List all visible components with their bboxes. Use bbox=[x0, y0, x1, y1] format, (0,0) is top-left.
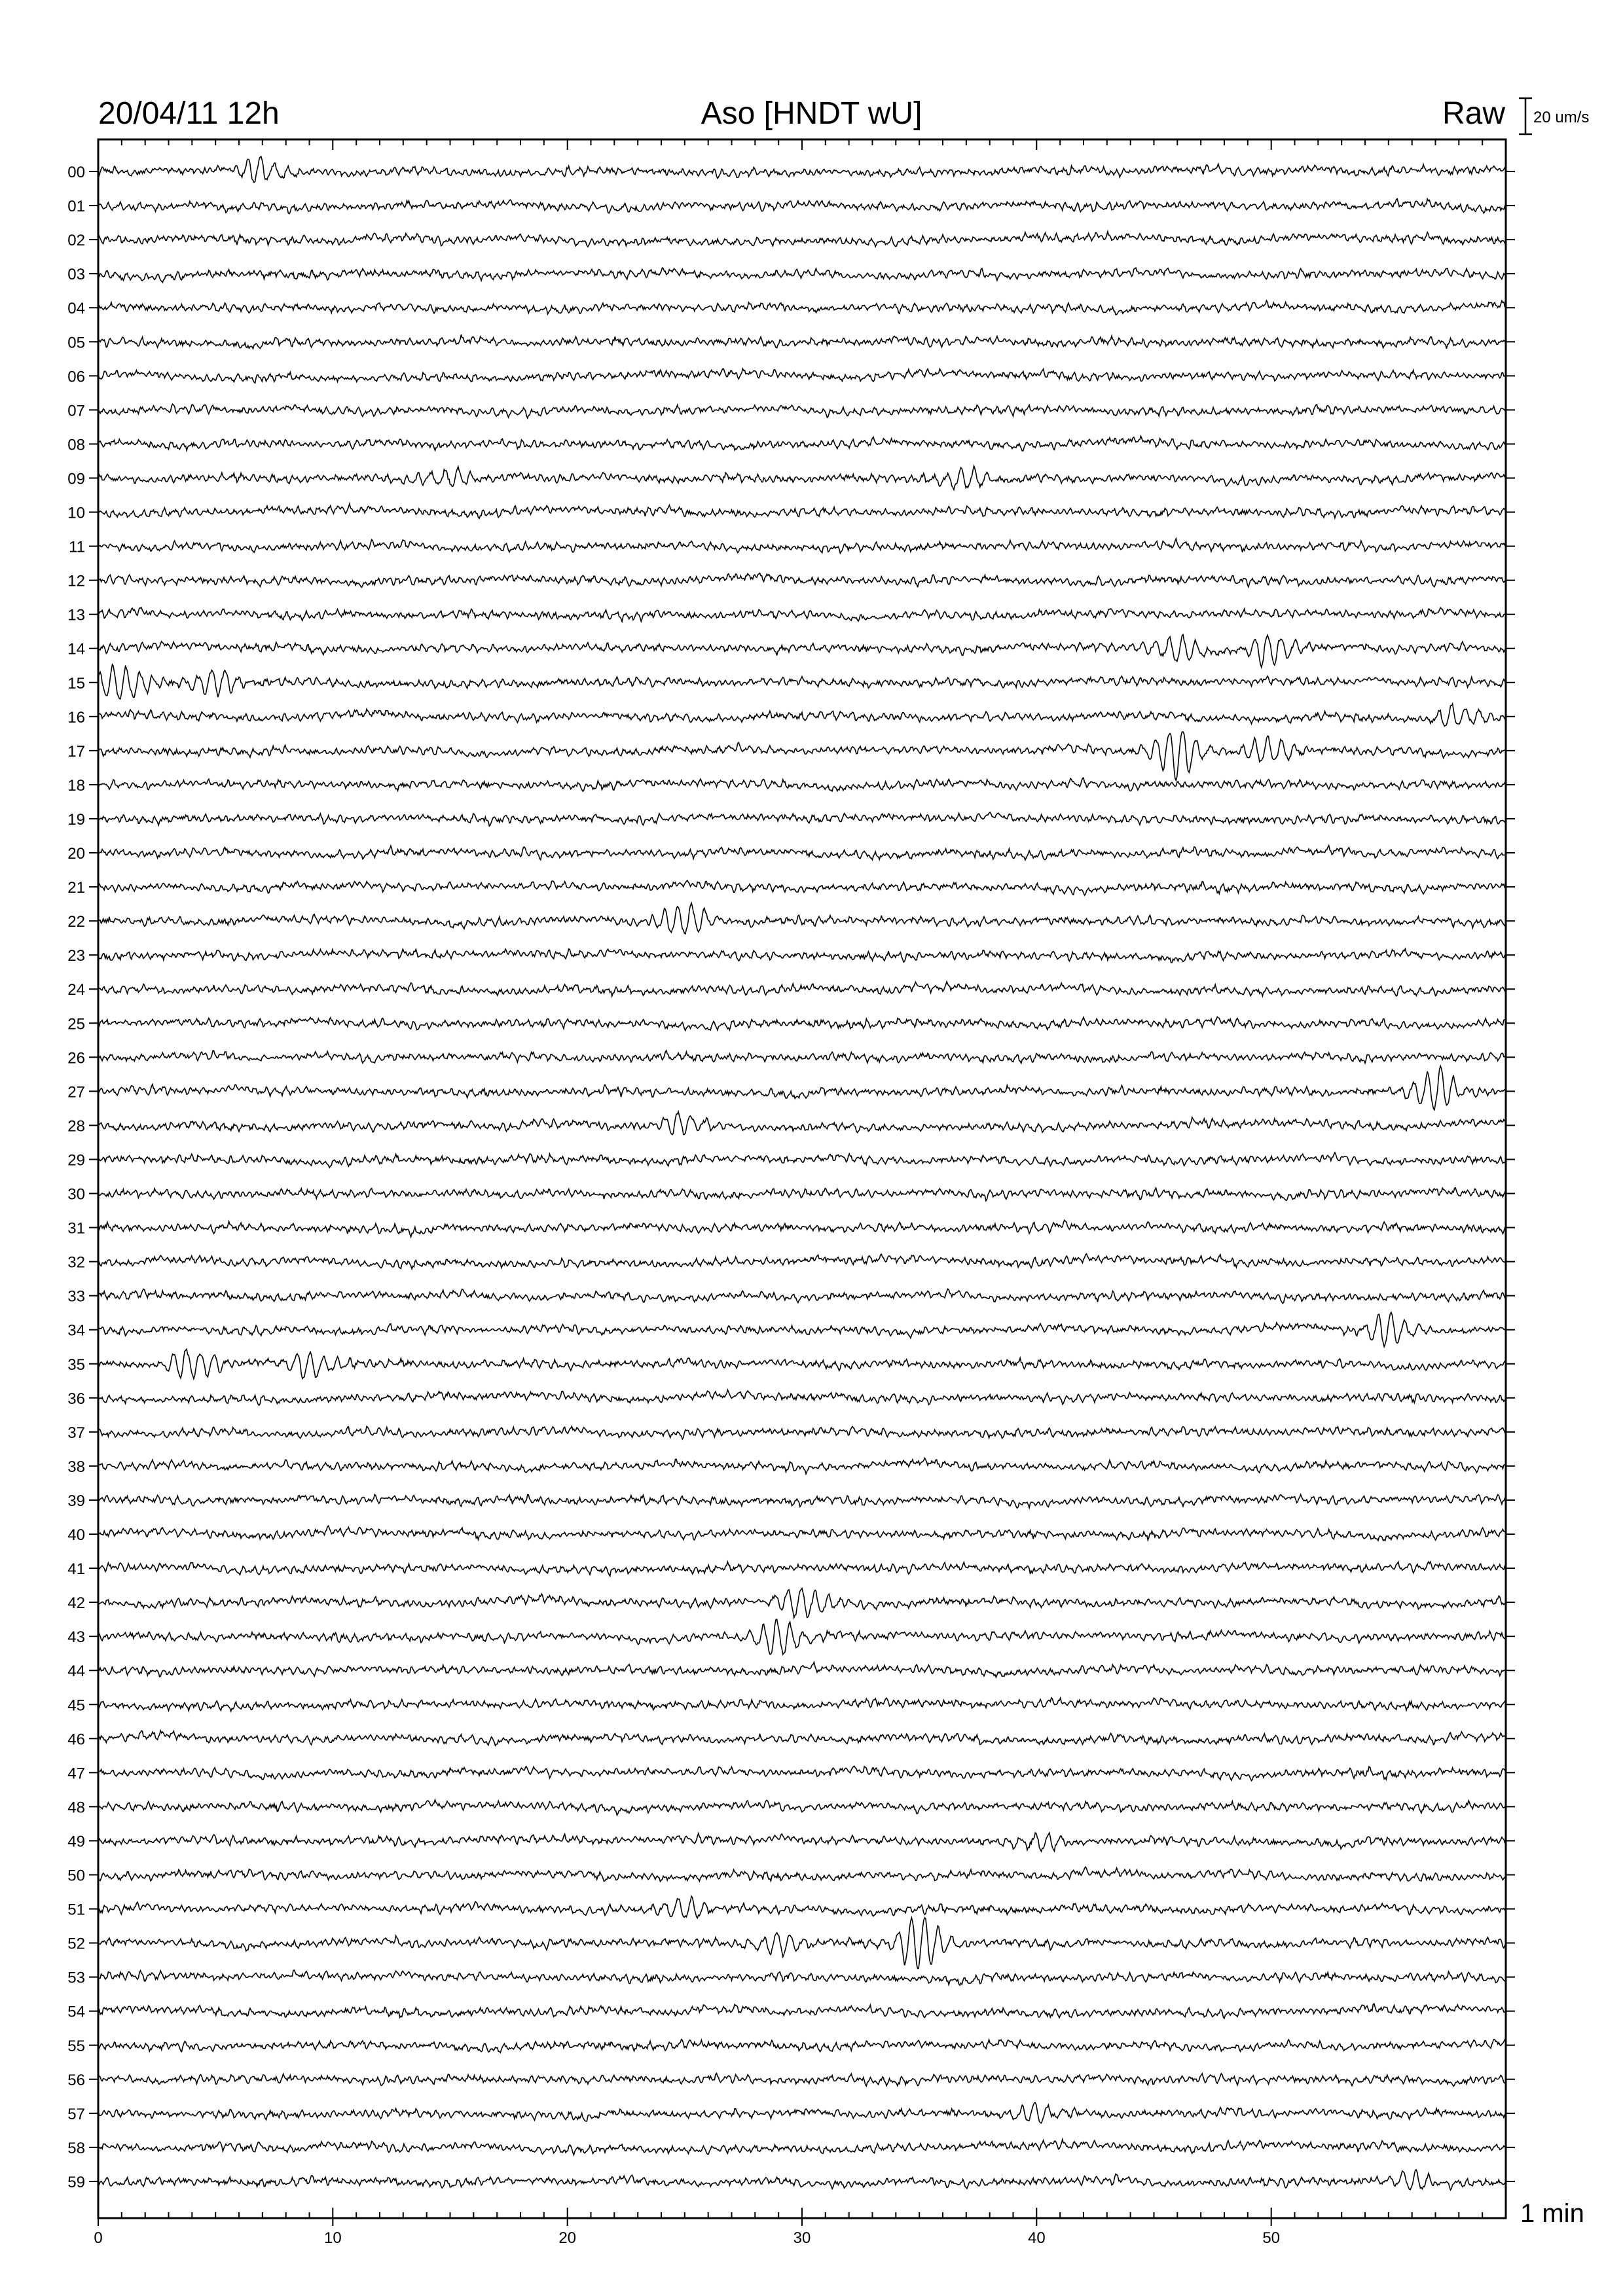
row-label: 25 bbox=[67, 1015, 85, 1033]
row-label: 38 bbox=[67, 1458, 85, 1476]
trace-row bbox=[98, 812, 1506, 826]
row-label: 37 bbox=[67, 1424, 85, 1442]
trace-row bbox=[98, 199, 1506, 214]
row-label: 33 bbox=[67, 1287, 85, 1306]
row-label: 40 bbox=[67, 1526, 85, 1544]
trace-row bbox=[98, 1349, 1506, 1378]
trace-row bbox=[98, 1254, 1506, 1269]
row-label: 47 bbox=[67, 1765, 85, 1783]
row-label: 35 bbox=[67, 1355, 85, 1374]
row-label: 16 bbox=[67, 708, 85, 726]
trace-row bbox=[98, 334, 1506, 349]
row-label: 27 bbox=[67, 1083, 85, 1102]
row-label: 10 bbox=[67, 504, 85, 522]
row-label: 22 bbox=[67, 913, 85, 931]
trace-row bbox=[98, 903, 1506, 934]
row-label: 21 bbox=[67, 879, 85, 897]
trace-row bbox=[98, 1970, 1506, 1985]
row-label: 53 bbox=[67, 1969, 85, 1987]
x-tick-label: 0 bbox=[94, 2229, 103, 2247]
row-label: 42 bbox=[67, 1594, 85, 1613]
row-label: 57 bbox=[67, 2105, 85, 2123]
row-label: 50 bbox=[67, 1867, 85, 1885]
row-label: 31 bbox=[67, 1219, 85, 1238]
row-label: 06 bbox=[67, 368, 85, 386]
trace-row bbox=[98, 1017, 1506, 1031]
row-label: 43 bbox=[67, 1628, 85, 1647]
trace-row bbox=[98, 982, 1506, 996]
trace-row bbox=[98, 1526, 1506, 1541]
trace-row bbox=[98, 539, 1506, 554]
trace-row bbox=[98, 949, 1506, 963]
row-label: 26 bbox=[67, 1049, 85, 1067]
row-label: 49 bbox=[67, 1833, 85, 1851]
trace-row bbox=[98, 1896, 1506, 1918]
row-label: 09 bbox=[67, 470, 85, 488]
trace-row bbox=[98, 1731, 1506, 1746]
row-label: 14 bbox=[67, 640, 85, 658]
trace-row bbox=[98, 1112, 1506, 1135]
row-label: 03 bbox=[67, 266, 85, 284]
date-label: 20/04/11 12h bbox=[98, 96, 280, 131]
trace-row bbox=[98, 1188, 1506, 1201]
row-label: 52 bbox=[67, 1935, 85, 1953]
row-label: 13 bbox=[67, 606, 85, 624]
row-label: 55 bbox=[67, 2037, 85, 2055]
trace-row bbox=[98, 2103, 1506, 2123]
trace-row bbox=[98, 573, 1506, 588]
trace-row bbox=[98, 156, 1506, 183]
trace-row bbox=[98, 436, 1506, 451]
trace-row bbox=[98, 1494, 1506, 1508]
row-label: 11 bbox=[69, 538, 85, 556]
row-label: 18 bbox=[67, 776, 85, 795]
row-label: 00 bbox=[67, 164, 85, 181]
trace-row bbox=[98, 1220, 1506, 1237]
trace-row bbox=[98, 1833, 1506, 1852]
row-label: 04 bbox=[67, 300, 85, 318]
x-tick-label: 30 bbox=[793, 2229, 811, 2247]
trace-row bbox=[98, 1562, 1506, 1576]
trace-row bbox=[98, 232, 1506, 247]
trace-row bbox=[98, 1698, 1506, 1712]
row-label: 17 bbox=[67, 742, 85, 761]
row-label: 36 bbox=[67, 1390, 85, 1408]
trace-row bbox=[98, 704, 1506, 726]
row-label: 58 bbox=[67, 2139, 85, 2157]
trace-row bbox=[98, 1619, 1506, 1655]
trace-row bbox=[98, 1662, 1506, 1677]
trace-row bbox=[98, 466, 1506, 490]
trace-row bbox=[98, 2073, 1506, 2087]
x-tick-label: 20 bbox=[558, 2229, 577, 2247]
trace-row bbox=[98, 2039, 1506, 2053]
row-label: 51 bbox=[67, 1901, 85, 1919]
trace-row bbox=[98, 2170, 1506, 2190]
trace-row bbox=[98, 846, 1506, 860]
row-label: 20 bbox=[67, 845, 85, 863]
row-label: 15 bbox=[67, 674, 85, 692]
trace-row bbox=[98, 635, 1506, 668]
row-label: 19 bbox=[67, 810, 85, 829]
trace-row bbox=[98, 607, 1506, 621]
row-label: 08 bbox=[67, 436, 85, 454]
trace-row bbox=[98, 1588, 1506, 1618]
trace-row bbox=[98, 732, 1506, 780]
trace-row bbox=[98, 2003, 1506, 2018]
trace-row bbox=[98, 1050, 1506, 1063]
row-label: 48 bbox=[67, 1799, 85, 1817]
row-label: 28 bbox=[67, 1117, 85, 1136]
trace-row bbox=[98, 404, 1506, 418]
row-label: 12 bbox=[67, 572, 85, 590]
x-unit-label: 1 min bbox=[1520, 2199, 1584, 2228]
row-label: 07 bbox=[67, 402, 85, 420]
row-label: 05 bbox=[67, 334, 85, 352]
mode-label: Raw bbox=[1442, 96, 1505, 131]
trace-row bbox=[98, 1153, 1506, 1168]
trace-row bbox=[98, 268, 1506, 282]
trace-row bbox=[98, 1066, 1506, 1110]
row-label: 01 bbox=[67, 198, 85, 216]
trace-row bbox=[98, 2140, 1506, 2155]
trace-row bbox=[98, 1800, 1506, 1816]
trace-row bbox=[98, 880, 1506, 895]
trace-row bbox=[98, 1390, 1506, 1406]
x-tick-label: 10 bbox=[323, 2229, 342, 2247]
trace-row bbox=[98, 1766, 1506, 1780]
trace-row bbox=[98, 504, 1506, 519]
trace-row bbox=[98, 1867, 1506, 1881]
row-label: 54 bbox=[67, 2003, 85, 2021]
chart-title: Aso [HNDT wU] bbox=[701, 96, 922, 131]
row-label: 46 bbox=[67, 1731, 85, 1749]
row-label: 30 bbox=[67, 1185, 85, 1204]
trace-row bbox=[98, 1426, 1506, 1439]
trace-row bbox=[98, 1289, 1506, 1303]
row-label: 41 bbox=[67, 1560, 85, 1579]
row-label: 56 bbox=[67, 2071, 85, 2089]
row-label: 45 bbox=[67, 1696, 85, 1715]
row-label: 29 bbox=[67, 1151, 85, 1170]
row-label: 02 bbox=[67, 232, 85, 250]
x-tick-label: 50 bbox=[1262, 2229, 1281, 2247]
amplitude-scale-label: 20 um/s bbox=[1533, 109, 1590, 126]
row-label: 24 bbox=[67, 981, 85, 999]
row-label: 34 bbox=[67, 1321, 85, 1340]
trace-row bbox=[98, 664, 1506, 699]
row-label: 32 bbox=[67, 1253, 85, 1272]
row-label: 23 bbox=[67, 947, 85, 965]
x-tick-label: 40 bbox=[1027, 2229, 1046, 2247]
trace-row bbox=[98, 1918, 1506, 1969]
amplitude-scale-bar bbox=[1519, 98, 1532, 134]
row-label: 39 bbox=[67, 1492, 85, 1510]
trace-row bbox=[98, 368, 1506, 383]
trace-row bbox=[98, 778, 1506, 791]
trace-row bbox=[98, 1458, 1506, 1474]
trace-row bbox=[98, 300, 1506, 315]
row-label: 59 bbox=[67, 2173, 85, 2191]
trace-row bbox=[98, 1312, 1506, 1347]
row-label: 44 bbox=[67, 1662, 85, 1681]
